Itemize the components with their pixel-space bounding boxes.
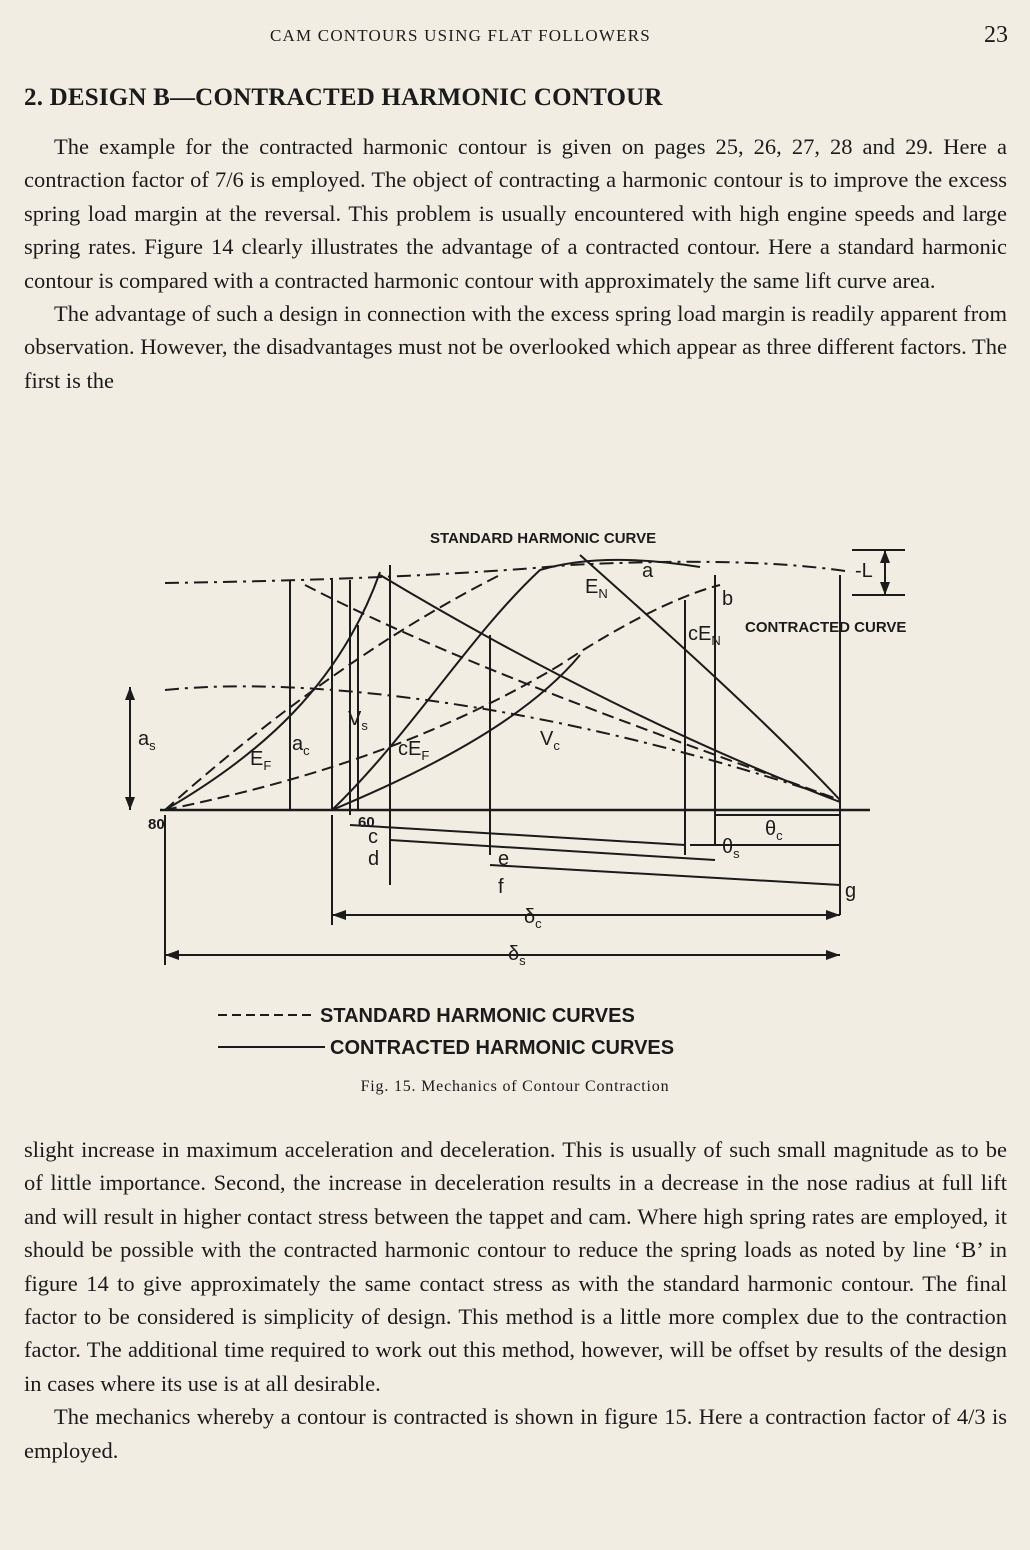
contracted-decel-curve [380, 575, 840, 802]
standard-velocity-curve [165, 686, 840, 800]
arrowhead [165, 950, 179, 960]
label-cEN: $cE_N$ [688, 623, 721, 648]
paragraph: The example for the contracted harmonic contour is given on pages 25, 26, 27, 28 and 29. Here a contraction factor of 7/6 is employed. The object of contracting a harmonic contour is to improve the excess spring load margin at the reversal. This problem is usually encountered with high engine speeds and large spring rates. Figure 14 clearly illustrates the advantage of a contracted contour. Here a standard harmonic contour is compared with a contracted harmonic contour with approximately the same lift curve area. [24, 134, 1007, 293]
contour-diagram [110, 515, 990, 1075]
contracted-upper-decel-curve [580, 555, 840, 800]
figure-15 [110, 515, 990, 1075]
contracted-lift-curve [332, 560, 700, 810]
label-theta-s: $\theta_s$ [722, 836, 740, 861]
label-c: c [368, 826, 378, 848]
legend-standard: STANDARD HARMONIC CURVES [320, 1005, 635, 1027]
section-heading: 2. DESIGN B—CONTRACTED HARMONIC CONTOUR [24, 84, 663, 111]
label-b: b [722, 588, 734, 610]
label-d: d [368, 848, 380, 870]
label-theta-c: $\theta_c$ [765, 818, 783, 843]
label-g: g [845, 880, 857, 902]
label-standard-harmonic-curve: STANDARD HARMONIC CURVE [430, 530, 657, 547]
standard-lift-curve [165, 562, 845, 583]
body-text-after-figure [24, 1133, 1007, 1467]
arrowhead [880, 550, 890, 563]
label-80: 80 [148, 816, 165, 833]
label-60: 60 [358, 814, 375, 831]
paragraph: slight increase in maximum acceleration and deceleration. This is usually of such small magnitude as to be of little importance. Second, the increase in deceleration results in a decrease in the nose radius at full lift and will result in higher contact stress between the tappet and cam. Where high spring rates are employed, it should be possible with the contracted harmonic contour to reduce the spring loads as noted by line ‘B’ in figure 14 to give approximately the same contact stress as with the standard harmonic contour. The final factor to be considered is simplicity of design. This method is a little more complex due to the contraction factor. The additional time required to work out this method, however, will be offset by results of the design in cases where its use is at all desirable. [24, 1137, 1007, 1396]
page-number: 23 [984, 22, 1008, 48]
arrowhead [332, 910, 346, 920]
legend-contracted: CONTRACTED HARMONIC CURVES [330, 1037, 675, 1059]
arrowhead [125, 797, 135, 810]
label-a: a [642, 560, 654, 582]
label-delta-c: $\delta_c$ [524, 906, 542, 931]
label-as: $a_s$ [138, 728, 156, 753]
arrowhead [125, 687, 135, 700]
arrowhead [826, 950, 840, 960]
label-EF: $E_F$ [250, 748, 272, 773]
paragraph: The advantage of such a design in connection with the excess spring load margin is readily apparent from observation. However, the disadvantages must not be overlooked which appear as three different factors. The first is the [24, 301, 1007, 393]
arrowhead [826, 910, 840, 920]
running-title: CAM CONTOURS USING FLAT FOLLOWERS [270, 26, 651, 45]
label-delta-s: $\delta_s$ [508, 943, 526, 968]
label-L: -L [855, 560, 873, 582]
label-e: e [498, 848, 510, 870]
label-contracted-curve: CONTRACTED CURVE [745, 619, 907, 636]
paragraph: The mechanics whereby a contour is contracted is shown in figure 15. Here a contraction factor of 4/3 is employed. [24, 1404, 1007, 1463]
body-text-before-figure [24, 130, 1007, 397]
standard-flank-curve [165, 585, 720, 810]
figure-caption: Fig. 15. Mechanics of Contour Contraction [360, 1078, 670, 1095]
label-Vs: $V_s$ [348, 708, 368, 733]
label-Vc: $V_c$ [540, 728, 560, 753]
label-ac: $a_c$ [292, 733, 310, 758]
running-head [0, 24, 1030, 54]
label-f: f [498, 876, 504, 898]
label-cEF: $cE_F$ [398, 738, 430, 763]
standard-decel-curve [305, 585, 840, 800]
arrowhead [880, 582, 890, 595]
label-EN: $E_N$ [585, 576, 608, 601]
